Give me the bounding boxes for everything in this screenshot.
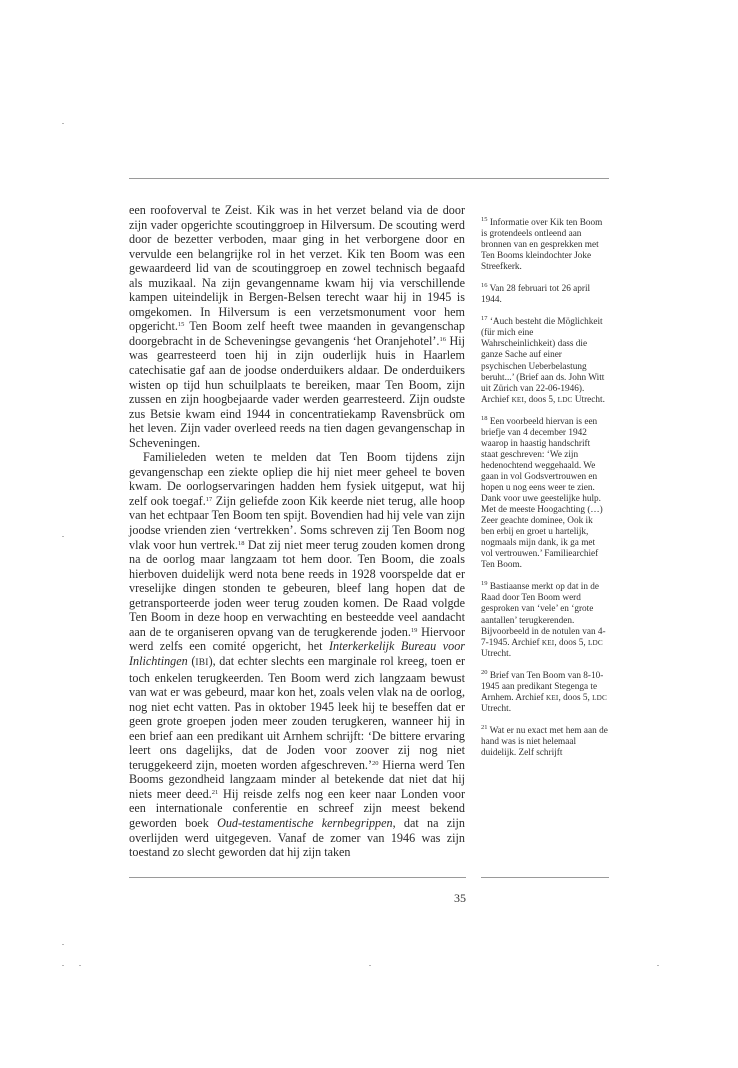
- footnote-text: Brief van Ten Boom van 8-10-1945 aan predikant Stegenga te Arnhem. Archief: [481, 670, 604, 703]
- footnote-ref-16: 16: [439, 335, 446, 343]
- scan-speck: [62, 965, 64, 966]
- footnote-text: , doos 5,: [524, 394, 558, 405]
- footnote-number: 16: [481, 282, 488, 290]
- footnote-abbrev-kei: KEI: [511, 395, 524, 404]
- paragraph-2-text-f: ), dat echter slechts een marginale rol kreeg, toen er toch enkelen terugkeerden. Ten Boom werd zich langzaam bewust van wat er was gebeurd, maar kon het, zoals velen vlak na de oorlog, nog niet echt vatten. Pas in oktober 1945 leek hij te beseffen dat er geen grote groepen joden meer zouden terugkeren, wanneer hij in een brief aan een predikant uit Arnhem schrijft: ‘De bittere ervaring leert ons dagelijks, dat de Joden voor zoover zij nog niet teruggekeerd zijn, moeten worden afgeschreven.’: [129, 653, 466, 772]
- ibi-name: Interkerkelijk Bureau voor Inlichtingen: [129, 639, 465, 668]
- footnote-abbrev-kei: KEI: [541, 638, 555, 647]
- footnote-text: Van 28 februari tot 26 april 1944.: [481, 284, 591, 306]
- scan-speck: [657, 965, 659, 966]
- book-title: Oud-testamentische kernbegrippen: [217, 815, 393, 830]
- paragraph-2-text-g: Hierna werd Ten Booms gezondheid langzaam minder al betekende dat niet dat hij niets meer deed.: [129, 757, 465, 801]
- paragraph-2-text-i: , dat na zijn overlijden werd uitgegeven. Vanaf de zomer van 1946 was zijn toestand zo slecht geworden dat hij zijn taken: [129, 815, 466, 860]
- paragraph-1-text-c: Hij was gearresteerd toen hij in zijn ouderlijk huis in Haarlem catechisatie gaf aan de joodse onderduikers aldaar. De onderduikers wisten op tijd hun schuilplaats te bereiken, maar Ten Boom, zijn zussen en zijn hoogbejaarde vader werden gearresteerd. Zijn oudste zus Betsie kwam eind 1944 in concentratiekamp Ravensbrück om het leven. Zijn vader overleed reeds na tien dagen gevangenschap in Scheveningen.: [129, 333, 465, 450]
- scan-speck: [62, 944, 64, 945]
- main-text: [129, 203, 465, 860]
- footnote-ref-21: 21: [211, 788, 219, 796]
- footnote-number: 15: [481, 216, 488, 223]
- paragraph-2-text-d: Hiervoor werd zelfs een comité opgericht, het: [129, 624, 465, 654]
- paragraph-2-text-b: Zijn geliefde zoon Kik keerde niet terug, alle hoop van het echtpaar Ten Boom ten spijt. Bovendien had hij vele van zijn joodse vrienden zien ‘vertrekken’. Soms schreven zij Ten Boom nog vlak voor hun vertrek.: [129, 493, 466, 552]
- footnote-ref-18: 18: [237, 539, 245, 547]
- footnote-15: [481, 218, 608, 273]
- footnote-text: Utrecht.: [481, 648, 512, 659]
- paragraph-2-text-h: Hij reisde zelfs nog een keer naar Londen voor een internationale conferentie en schreef zijn meest bekend geworden boek: [129, 786, 466, 830]
- footnote-text: , doos 5,: [558, 692, 593, 703]
- footnote-text: Utrecht.: [572, 394, 605, 405]
- footnote-abbrev-ldc: LDC: [557, 395, 573, 404]
- footnote-number: 18: [481, 414, 488, 422]
- footnote-17: [481, 317, 608, 405]
- footnote-text: Een voorbeeld hiervan is een briefje van 4 december 1942 waarop in haastig handschrift staat geschreven: ‘We zijn hedenochtend weggehaald. We gaan in vol Godsvertrouwen en hopen u nog eens weer te zien. Dank voor uwe geestelijke hulp. Met de meeste Hoogachting (…) Zeer geachte dominee, Ook ik ben erbij en groet u hartelijk, nogmaals mijn dank, ik ga met vol vertrouwen.’ Familiearchief Ten Boom.: [481, 416, 603, 571]
- footnote-21: [481, 723, 608, 759]
- footnote-text: Informatie over Kik ten Boom is grotendeels ontleend aan bronnen van en gesprekken met Ten Booms kleindochter Joke Streefkerk.: [481, 218, 603, 273]
- scan-speck: [79, 965, 81, 966]
- scan-speck: [62, 536, 64, 537]
- scan-speck: [369, 965, 371, 966]
- footnote-text: Wat er nu exact met hem aan de hand was is niet helemaal duidelijk. Zelf schrijft: [481, 725, 608, 758]
- footnote-20: [481, 668, 608, 715]
- scan-speck: [62, 123, 64, 124]
- footnote-text: ‘Auch besteht die Möglichkeit (für mich eine Wahrscheinlichkeit) dass die ganze Sache auf einer psychischen Ueberbelastung beruht...’ (Brief aan ds. John Witt uit Zürich van 22-06-1946). Archief: [481, 317, 605, 405]
- footnote-19: [481, 582, 608, 659]
- footnote-abbrev-ldc: LDC: [592, 693, 607, 702]
- header-rule: [129, 178, 609, 179]
- footnote-text: Utrecht.: [481, 703, 512, 714]
- paragraph-2-text-c: Dat zij niet meer terug zouden komen drong na de oorlog maar langzaam tot hem door. Ten Boom, die zoals hierboven duidelijk werd nota bene reeds in 1928 voorspelde dat er vreselijke dingen stonden te gebeuren, bleef lang hopen dat de getransporteerde joden weer terug zouden komen. De Raad volgde Ten Boom in deze hoop en verwachting en besteedde veel aandacht aan de te organiseren opvang van de terugkerende joden.: [129, 537, 465, 639]
- footnote-ref-20: 20: [372, 759, 379, 767]
- paragraph-2: [129, 450, 465, 859]
- paragraph-2-text-e: (: [187, 653, 196, 668]
- ibi-abbreviation: IBI: [195, 657, 209, 668]
- footer-rule-main: [129, 877, 466, 878]
- paragraph-1-text-b: Ten Boom zelf heeft twee maanden in gevangenschap doorgebracht in de Scheveningse gevangenis ‘het Oranjehotel’.: [129, 319, 465, 348]
- footnotes-column: [481, 218, 608, 759]
- footnote-16: [481, 284, 608, 306]
- footer-rule-notes: [481, 877, 609, 878]
- paragraph-1-text-a: een roofoverval te Zeist. Kik was in het verzet beland via de door zijn vader opgerichte scoutinggroep in Hilversum. De scouting werd door de bezetter verboden, maar ging in het verborgene door en vervulde een belangrijke rol in het verzet. Kik ten Boom was een gewaardeerd lid van de scoutinggroep en zowel technisch begaafd als muzikaal. Na zijn gevangenname kwam hij via verschillende kampen uiteindelijk in Bergen-Belsen terecht waar hij in 1945 is omgekomen. In Hilversum is een verzetsmonument voor hem opgericht.: [129, 203, 465, 334]
- footnote-ref-17: 17: [205, 495, 213, 503]
- footnote-abbrev-kei: KEI: [546, 693, 559, 702]
- paragraph-1: [129, 203, 465, 450]
- footnote-ref-15: 15: [177, 321, 185, 329]
- footnote-number: 19: [481, 580, 488, 588]
- footnote-number: 20: [481, 668, 488, 676]
- footnote-text: , doos 5,: [554, 637, 588, 648]
- page-number: 35: [454, 891, 466, 905]
- footnote-text: Bastiaanse merkt op dat in de Raad door Ten Boom werd gesproken van ‘vele’ en ‘grote aantallen’ terugkerenden. Bijvoorbeeld in de notulen van 4-7-1945. Archief: [481, 582, 606, 648]
- footnote-ref-19: 19: [410, 626, 418, 634]
- footnote-number: 17: [481, 315, 488, 323]
- footnote-18: [481, 414, 608, 572]
- footnote-abbrev-ldc: LDC: [588, 638, 603, 647]
- footnote-number: 21: [481, 723, 488, 731]
- paragraph-2-text-a: Familieleden weten te melden dat Ten Boom tijdens zijn gevangenschap een ziekte opliep die hij niet meer geheel te boven kwam. De oorlogservaringen hadden hem fysiek uitgeput, wat hij zelf ook toegaf.: [129, 450, 465, 508]
